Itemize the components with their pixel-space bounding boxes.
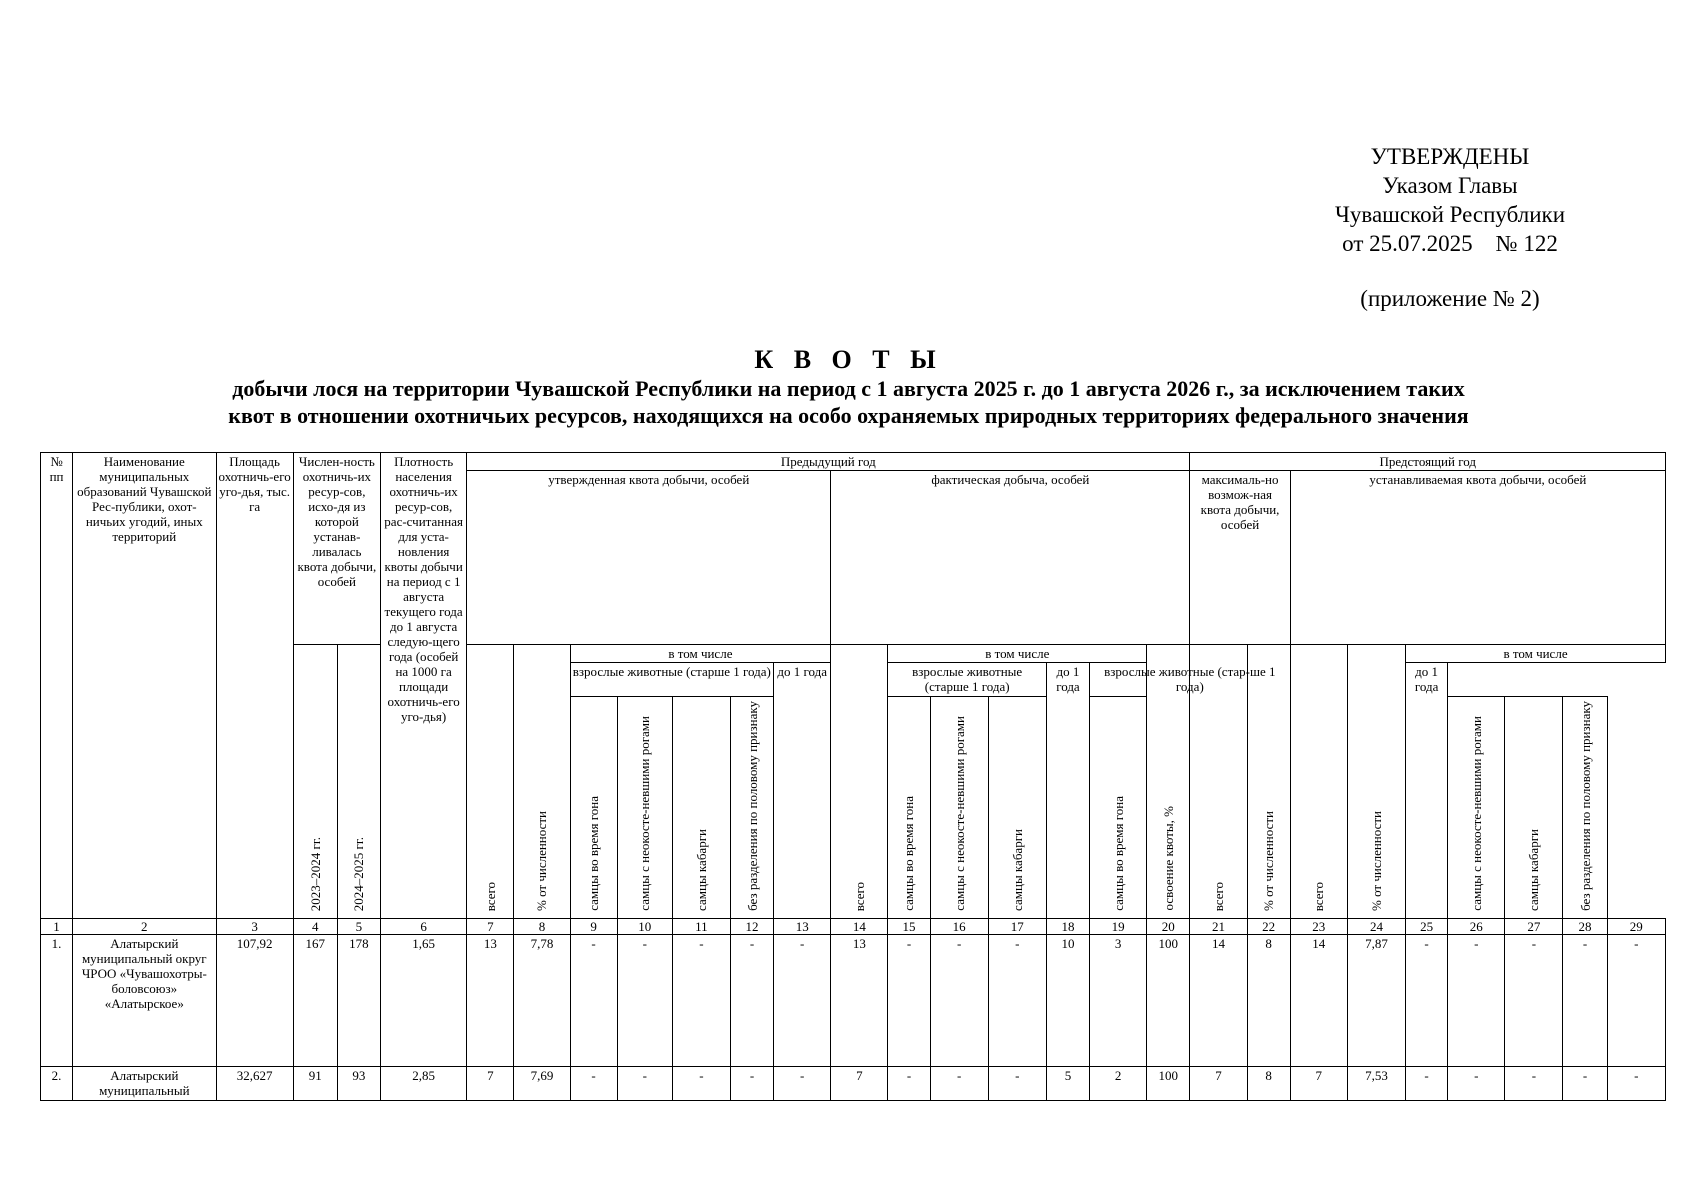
row-num: 1. <box>41 934 73 1066</box>
header-adults: взрослые животные (старше 1 года) <box>570 663 774 697</box>
row-cell: - <box>1563 1066 1607 1100</box>
document-title <box>0 345 1697 429</box>
header-musk: самцы кабарги <box>1505 697 1563 919</box>
header-nosex: без разделения по половому признаку <box>1563 697 1607 919</box>
column-number: 26 <box>1448 918 1505 934</box>
row-cell: - <box>1406 934 1448 1066</box>
row-cell: 13 <box>467 934 514 1066</box>
column-number: 17 <box>988 918 1046 934</box>
table-row <box>41 1066 1666 1100</box>
column-number: 25 <box>1406 918 1448 934</box>
header-actual-harvest: фактическая добыча, особей <box>831 471 1190 645</box>
column-number: 29 <box>1607 918 1665 934</box>
header-population: Числен-ность охотничь-их ресур-сов, исхо-дя из которой устанав-ливалась квота добычи, особей <box>293 453 380 645</box>
row-cell: 107,92 <box>216 934 293 1066</box>
row-cell: 178 <box>337 934 380 1066</box>
row-cell: 13 <box>831 934 888 1066</box>
row-cell: 1,65 <box>381 934 467 1066</box>
header-rut: самцы во время гона <box>570 697 617 919</box>
row-cell: 7 <box>831 1066 888 1100</box>
header-nosex: без разделения по половому признаку <box>730 697 773 919</box>
row-cell: 5 <box>1046 1066 1089 1100</box>
column-number: 2 <box>73 918 216 934</box>
header-density: Плотность населения охотничь-их ресур-сов, рас-считанная для уста-новления квоты добычи на период с 1 августа текущего года до 1 августа следую-щего года (особей на 1000 га площади охотничь-его уго-дья) <box>381 453 467 919</box>
row-cell: - <box>1448 1066 1505 1100</box>
header-antlers: самцы с неокосте-невшими рогами <box>617 697 672 919</box>
row-cell: - <box>988 934 1046 1066</box>
row-cell: 7,87 <box>1347 934 1405 1066</box>
approval-stamp <box>1300 142 1600 258</box>
column-number: 12 <box>730 918 773 934</box>
header-under1: до 1 года <box>774 663 831 919</box>
row-name: Алатырский муниципальный <box>73 1066 216 1100</box>
column-number: 13 <box>774 918 831 934</box>
column-number: 24 <box>1347 918 1405 934</box>
column-number: 18 <box>1046 918 1089 934</box>
column-number: 9 <box>570 918 617 934</box>
row-cell: 100 <box>1147 934 1190 1066</box>
row-cell: - <box>1607 934 1665 1066</box>
header-musk: самцы кабарги <box>988 697 1046 919</box>
header-total: всего <box>467 645 514 919</box>
annex-label: (приложение № 2) <box>1360 286 1540 311</box>
header-total: всего <box>1290 645 1347 919</box>
column-number: 14 <box>831 918 888 934</box>
row-cell: - <box>1448 934 1505 1066</box>
row-cell: 14 <box>1190 934 1247 1066</box>
header-pct: % от численности <box>1247 645 1290 919</box>
row-cell: 7 <box>1190 1066 1247 1100</box>
row-cell: 10 <box>1046 934 1089 1066</box>
title-line-1: добычи лося на территории Чувашской Республики на период с 1 августа 2025 г. до 1 августа 2026 г., за исключением таких <box>232 376 1465 401</box>
column-number: 23 <box>1290 918 1347 934</box>
header-antlers: самцы с неокосте-невшими рогами <box>930 697 988 919</box>
approval-line: Указом Главы <box>1382 173 1518 198</box>
row-cell: - <box>774 934 831 1066</box>
header-name: Наименование муниципальных образований Чувашской Рес-публики, охот-ничьих угодий, иных территорий <box>73 453 216 919</box>
row-cell: 100 <box>1147 1066 1190 1100</box>
row-cell: 3 <box>1090 934 1147 1066</box>
row-cell: 7,78 <box>514 934 570 1066</box>
header-year-2024: 2024–2025 гг. <box>337 645 380 919</box>
row-name: Алатырский муниципальный округ ЧРОО «Чувашохотры-боловсоюз» «Алатырское» <box>73 934 216 1066</box>
header-incl: в том числе <box>888 645 1147 663</box>
row-cell: 167 <box>293 934 337 1066</box>
header-incl: в том числе <box>1406 645 1666 663</box>
column-number: 11 <box>672 918 730 934</box>
column-number: 8 <box>514 918 570 934</box>
header-incl: в том числе <box>570 645 831 663</box>
row-cell: - <box>774 1066 831 1100</box>
header-set-quota: устанавливаемая квота добычи, особей <box>1290 471 1665 645</box>
row-cell: 7,69 <box>514 1066 570 1100</box>
row-cell: 32,627 <box>216 1066 293 1100</box>
row-cell: 91 <box>293 1066 337 1100</box>
row-cell: - <box>1607 1066 1665 1100</box>
column-number: 15 <box>888 918 930 934</box>
header-under1: до 1 года <box>1046 663 1089 919</box>
row-cell: - <box>1505 1066 1563 1100</box>
row-cell: 2 <box>1090 1066 1147 1100</box>
header-area: Площадь охотничь-его уго-дья, тыс. га <box>216 453 293 919</box>
column-number: 19 <box>1090 918 1147 934</box>
row-cell: - <box>672 1066 730 1100</box>
title-line-2: квот в отношении охотничьих ресурсов, находящихся на особо охраняемых природных территориях федерального значения <box>228 403 1469 428</box>
row-cell: 7 <box>467 1066 514 1100</box>
column-number: 22 <box>1247 918 1290 934</box>
row-cell: - <box>930 1066 988 1100</box>
row-cell: - <box>1563 934 1607 1066</box>
header-rut: самцы во время гона <box>888 697 930 919</box>
header-approved-quota: утвержденная квота добычи, особей <box>467 471 831 645</box>
header-pct: % от численности <box>514 645 570 919</box>
column-number: 5 <box>337 918 380 934</box>
title-main: К В О Т Ы <box>754 345 943 374</box>
row-cell: - <box>672 934 730 1066</box>
row-cell: 8 <box>1247 1066 1290 1100</box>
row-cell: - <box>888 1066 930 1100</box>
column-number: 4 <box>293 918 337 934</box>
column-number: 27 <box>1505 918 1563 934</box>
header-rut: самцы во время гона <box>1090 697 1147 919</box>
header-under1: до 1 года <box>1406 663 1448 919</box>
header-adults: взрослые животные (старше 1 года) <box>888 663 1046 697</box>
row-cell: - <box>570 934 617 1066</box>
row-cell: 7,53 <box>1347 1066 1405 1100</box>
column-number: 6 <box>381 918 467 934</box>
approval-line: УТВЕРЖДЕНЫ <box>1370 144 1530 169</box>
row-cell: 7 <box>1290 1066 1347 1100</box>
row-cell: 2,85 <box>381 1066 467 1100</box>
header-adults: взрослые животные (стар-ше 1 года) <box>1090 663 1291 697</box>
header-year-2023: 2023–2024 гг. <box>293 645 337 919</box>
header-quota-use: освоение квоты, % <box>1147 645 1190 919</box>
column-numbers-row <box>41 918 1666 934</box>
column-number: 28 <box>1563 918 1607 934</box>
header-pct: % от численности <box>1347 645 1405 919</box>
quotas-table <box>40 452 1666 1101</box>
column-number: 20 <box>1147 918 1190 934</box>
column-number: 7 <box>467 918 514 934</box>
header-num: № пп <box>41 453 73 919</box>
row-cell: - <box>930 934 988 1066</box>
row-cell: 93 <box>337 1066 380 1100</box>
header-musk: самцы кабарги <box>672 697 730 919</box>
column-number: 3 <box>216 918 293 934</box>
row-cell: - <box>1505 934 1563 1066</box>
row-cell: 8 <box>1247 934 1290 1066</box>
column-number: 16 <box>930 918 988 934</box>
header-total: всего <box>1190 645 1247 919</box>
approval-line: Чувашской Республики <box>1334 202 1566 227</box>
row-cell: - <box>988 1066 1046 1100</box>
header-antlers: самцы с неокосте-невшими рогами <box>1448 697 1505 919</box>
row-cell: - <box>730 934 773 1066</box>
header-max-quota: максималь-но возмож-ная квота добычи, особей <box>1190 471 1290 645</box>
column-number: 10 <box>617 918 672 934</box>
row-cell: - <box>617 934 672 1066</box>
approval-line: от 25.07.2025 № 122 <box>1342 231 1558 256</box>
row-cell: - <box>570 1066 617 1100</box>
row-cell: - <box>888 934 930 1066</box>
row-cell: - <box>1406 1066 1448 1100</box>
row-num: 2. <box>41 1066 73 1100</box>
table-row <box>41 934 1666 1066</box>
header-next-year: Предстоящий год <box>1190 453 1666 471</box>
row-cell: - <box>730 1066 773 1100</box>
column-number: 1 <box>41 918 73 934</box>
row-cell: 14 <box>1290 934 1347 1066</box>
column-number: 21 <box>1190 918 1247 934</box>
header-prev-year: Предыдущий год <box>467 453 1190 471</box>
row-cell: - <box>617 1066 672 1100</box>
header-total: всего <box>831 645 888 919</box>
